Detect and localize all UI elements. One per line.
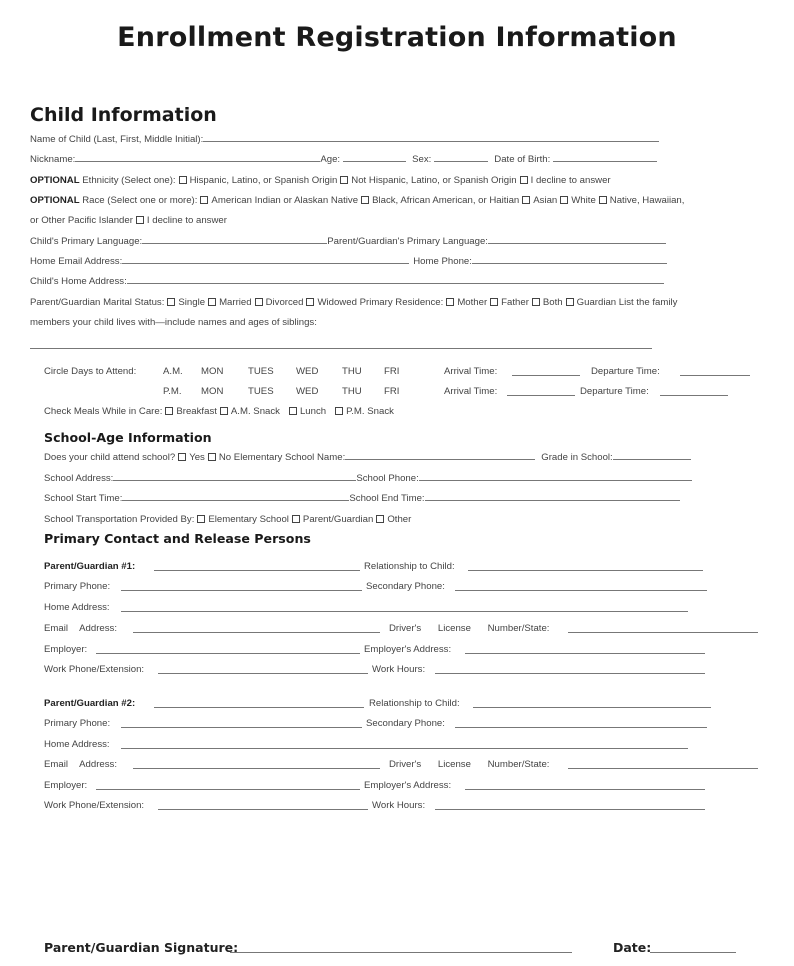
meal-option: P.M. Snack xyxy=(346,406,394,417)
race-option: American Indian or Alaskan Native xyxy=(211,195,359,206)
departure-time-label: Departure Time: xyxy=(580,386,649,397)
employer-address-label: Employer's Address: xyxy=(364,780,452,791)
sex-field[interactable] xyxy=(434,161,488,162)
child-name-label: Name of Child (Last, First, Middle Initial): xyxy=(30,134,204,145)
dob-label: Date of Birth: xyxy=(494,154,551,165)
yes-option: Yes xyxy=(189,452,205,463)
school-age-heading: School-Age Information xyxy=(44,430,212,445)
race-option: I decline to answer xyxy=(146,215,227,226)
arrival-time-am-field[interactable] xyxy=(512,375,580,376)
day-wed-pm[interactable]: WED xyxy=(296,386,319,397)
family-members-text: members your child lives with—include names and ages of siblings: xyxy=(30,317,317,328)
checkbox[interactable] xyxy=(520,176,528,184)
day-thu-pm[interactable]: THU xyxy=(342,386,362,397)
checkbox[interactable] xyxy=(292,515,300,523)
email-address-label: Email Address: xyxy=(44,759,117,770)
school-address-row xyxy=(44,473,692,485)
day-thu-am[interactable]: THU xyxy=(342,366,362,377)
checkbox[interactable] xyxy=(208,453,216,461)
transport-option: Other xyxy=(387,514,412,525)
primary-language-field[interactable] xyxy=(142,243,327,244)
guardian-1-primary-phone-field[interactable] xyxy=(121,590,362,591)
residence-option: Both xyxy=(542,297,563,308)
guardian-language-label: Parent/Guardian's Primary Language: xyxy=(327,236,488,247)
transport-option: Parent/Guardian xyxy=(302,514,374,525)
school-end-field[interactable] xyxy=(425,500,680,501)
guardian-2-label: Parent/Guardian #2: xyxy=(44,698,136,709)
meal-option: A.M. Snack xyxy=(230,406,280,417)
grade-label: Grade in School: xyxy=(541,452,613,463)
checkbox[interactable] xyxy=(167,298,175,306)
arrival-time-pm-field[interactable] xyxy=(507,395,575,396)
checkbox[interactable] xyxy=(335,407,343,415)
day-mon-pm[interactable]: MON xyxy=(201,386,224,397)
race-option: Asian xyxy=(533,195,558,206)
guardian-2-relationship-field[interactable] xyxy=(473,707,711,708)
guardian-2-employer-field[interactable] xyxy=(96,789,360,790)
guardian-1-work-phone-field[interactable] xyxy=(158,673,368,674)
guardian-1-secondary-phone-field[interactable] xyxy=(455,590,707,591)
date-field[interactable] xyxy=(650,952,736,953)
pm-label: P.M. xyxy=(163,386,182,397)
checkbox[interactable] xyxy=(178,453,186,461)
family-members-row xyxy=(30,317,317,329)
meals-row xyxy=(44,406,394,418)
home-address-row xyxy=(30,276,664,288)
guardian-2-home-address-field[interactable] xyxy=(121,748,688,749)
work-phone-label: Work Phone/Extension: xyxy=(44,800,145,811)
guardian-1-employer-address-field[interactable] xyxy=(465,653,705,654)
day-fri-pm[interactable]: FRI xyxy=(384,386,400,397)
age-field[interactable] xyxy=(343,161,406,162)
ethnicity-option: I decline to answer xyxy=(530,175,611,186)
attend-school-question: Does your child attend school? xyxy=(44,452,176,463)
nickname-label: Nickname: xyxy=(30,154,76,165)
guardian-2-email-field[interactable] xyxy=(133,768,380,769)
checkbox[interactable] xyxy=(255,298,263,306)
guardian-1-work-hours-field[interactable] xyxy=(435,673,705,674)
day-tues-pm[interactable]: TUES xyxy=(248,386,274,397)
checkbox[interactable] xyxy=(208,298,216,306)
marital-option: Divorced xyxy=(265,297,304,308)
page-title: Enrollment Registration Information xyxy=(117,22,677,53)
day-mon-am[interactable]: MON xyxy=(201,366,224,377)
home-phone-field[interactable] xyxy=(472,263,667,264)
checkbox[interactable] xyxy=(522,196,530,204)
sex-label: Sex: xyxy=(412,154,432,165)
checkbox[interactable] xyxy=(376,515,384,523)
primary-phone-label: Primary Phone: xyxy=(44,718,111,729)
home-email-field[interactable] xyxy=(122,263,409,264)
secondary-phone-label: Secondary Phone: xyxy=(366,581,445,592)
am-label: A.M. xyxy=(163,366,183,377)
transport-option: Elementary School xyxy=(208,514,289,525)
checkbox[interactable] xyxy=(361,196,369,204)
language-row xyxy=(30,236,666,248)
nickname-field[interactable] xyxy=(75,161,320,162)
guardian-1-email-field[interactable] xyxy=(133,632,380,633)
date-label: Date: xyxy=(613,940,652,955)
home-email-label: Home Email Address: xyxy=(30,256,123,267)
ethnicity-label: Ethnicity (Select one): xyxy=(82,175,176,186)
home-address-label: Home Address: xyxy=(44,739,110,750)
primary-contact-heading: Primary Contact and Release Persons xyxy=(44,531,311,546)
work-hours-label: Work Hours: xyxy=(372,664,426,675)
race-option: Black, African American, or Haitian xyxy=(372,195,520,206)
signature-field[interactable] xyxy=(230,952,572,953)
guardian-1-label: Parent/Guardian #1: xyxy=(44,561,136,572)
child-name-row xyxy=(30,134,659,146)
checkbox[interactable] xyxy=(289,407,297,415)
checkbox[interactable] xyxy=(200,196,208,204)
no-option: No xyxy=(218,452,232,463)
school-start-field[interactable] xyxy=(122,500,349,501)
checkbox[interactable] xyxy=(136,216,144,224)
guardian-1-employer-field[interactable] xyxy=(96,653,360,654)
residence-option: Mother xyxy=(457,297,488,308)
relationship-label: Relationship to Child: xyxy=(364,561,455,572)
marital-option: Married xyxy=(219,297,252,308)
work-hours-label: Work Hours: xyxy=(372,800,426,811)
checkbox[interactable] xyxy=(306,298,314,306)
employer-label: Employer: xyxy=(44,644,88,655)
age-label: Age: xyxy=(320,154,341,165)
race-option: White xyxy=(571,195,596,206)
departure-time-am-field[interactable] xyxy=(680,375,750,376)
marital-label: Parent/Guardian Marital Status: xyxy=(30,297,165,308)
guardian-2-license-field[interactable] xyxy=(568,768,758,769)
drivers-license-label: Driver's License Number/State: xyxy=(389,623,550,634)
guardian-1-home-address-field[interactable] xyxy=(121,611,688,612)
relationship-label: Relationship to Child: xyxy=(369,698,460,709)
checkbox[interactable] xyxy=(446,298,454,306)
guardian-1-name-field[interactable] xyxy=(154,570,360,571)
transportation-label: School Transportation Provided By: xyxy=(44,514,195,525)
guardian-1-relationship-field[interactable] xyxy=(468,570,703,571)
school-attend-row xyxy=(44,452,691,464)
transportation-row xyxy=(44,514,411,526)
home-address-label: Home Address: xyxy=(44,602,110,613)
guardian-2-employer-address-field[interactable] xyxy=(465,789,705,790)
nickname-row xyxy=(30,154,657,166)
checkbox[interactable] xyxy=(220,407,228,415)
departure-time-label: Departure Time: xyxy=(591,366,660,377)
family-members-field[interactable] xyxy=(30,348,652,349)
primary-phone-label: Primary Phone: xyxy=(44,581,111,592)
guardian-2-primary-phone-field[interactable] xyxy=(121,727,362,728)
elementary-school-label: Elementary School Name: xyxy=(233,452,346,463)
race-row xyxy=(30,195,684,207)
meal-option: Breakfast xyxy=(176,406,217,417)
race-option: Native, Hawaiian, xyxy=(609,195,685,206)
departure-time-pm-field[interactable] xyxy=(660,395,728,396)
school-times-row xyxy=(44,493,680,505)
residence-option: Guardian xyxy=(576,297,617,308)
school-address-label: School Address: xyxy=(44,473,114,484)
race-option-text: or Other Pacific Islander xyxy=(30,215,133,226)
child-home-address-field[interactable] xyxy=(127,283,664,284)
guardian-2-work-phone-field[interactable] xyxy=(158,809,368,810)
child-name-field[interactable] xyxy=(203,141,659,142)
employer-address-label: Employer's Address: xyxy=(364,644,452,655)
school-end-label: School End Time: xyxy=(349,493,425,504)
family-members-text: List the family xyxy=(618,297,678,308)
ethnicity-optional-label: OPTIONAL xyxy=(30,175,80,186)
residence-option: Father xyxy=(501,297,529,308)
school-address-field[interactable] xyxy=(113,480,356,481)
primary-language-label: Child's Primary Language: xyxy=(30,236,143,247)
meals-label: Check Meals While in Care: xyxy=(44,406,163,417)
checkbox[interactable] xyxy=(179,176,187,184)
race-optional-label: OPTIONAL xyxy=(30,195,80,206)
residence-label: Primary Residence: xyxy=(359,297,444,308)
ethnicity-option: Not Hispanic, Latino, or Spanish Origin xyxy=(351,175,517,186)
checkbox[interactable] xyxy=(197,515,205,523)
guardian-2-work-hours-field[interactable] xyxy=(435,809,705,810)
checkbox[interactable] xyxy=(599,196,607,204)
day-tues-am[interactable]: TUES xyxy=(248,366,274,377)
day-fri-am[interactable]: FRI xyxy=(384,366,400,377)
drivers-license-label: Driver's License Number/State: xyxy=(389,759,550,770)
circle-days-label: Circle Days to Attend: xyxy=(44,366,137,377)
checkbox[interactable] xyxy=(340,176,348,184)
email-address-label: Email Address: xyxy=(44,623,117,634)
marital-row xyxy=(30,297,677,309)
checkbox[interactable] xyxy=(566,298,574,306)
secondary-phone-label: Secondary Phone: xyxy=(366,718,445,729)
home-phone-label: Home Phone: xyxy=(413,256,472,267)
guardian-2-secondary-phone-field[interactable] xyxy=(455,727,707,728)
race-row-continued xyxy=(30,215,227,227)
race-label: Race (Select one or more): xyxy=(82,195,198,206)
school-phone-label: School Phone: xyxy=(356,473,419,484)
guardian-2-name-field[interactable] xyxy=(154,707,364,708)
grade-field[interactable] xyxy=(613,459,691,460)
ethnicity-row xyxy=(30,175,611,187)
dob-field[interactable] xyxy=(553,161,657,162)
email-row xyxy=(30,256,667,268)
checkbox[interactable] xyxy=(532,298,540,306)
meal-option: Lunch xyxy=(299,406,327,417)
child-home-address-label: Child's Home Address: xyxy=(30,276,127,287)
arrival-time-label: Arrival Time: xyxy=(444,386,498,397)
school-phone-field[interactable] xyxy=(419,480,692,481)
day-wed-am[interactable]: WED xyxy=(296,366,319,377)
elementary-school-field[interactable] xyxy=(345,459,535,460)
guardian-language-field[interactable] xyxy=(488,243,666,244)
checkbox[interactable] xyxy=(490,298,498,306)
child-information-heading: Child Information xyxy=(30,104,217,126)
guardian-1-license-field[interactable] xyxy=(568,632,758,633)
employer-label: Employer: xyxy=(44,780,88,791)
checkbox[interactable] xyxy=(560,196,568,204)
marital-option: Single xyxy=(178,297,206,308)
checkbox[interactable] xyxy=(165,407,173,415)
arrival-time-label: Arrival Time: xyxy=(444,366,498,377)
work-phone-label: Work Phone/Extension: xyxy=(44,664,145,675)
school-start-label: School Start Time: xyxy=(44,493,123,504)
ethnicity-option: Hispanic, Latino, or Spanish Origin xyxy=(189,175,338,186)
marital-option: Widowed xyxy=(317,297,357,308)
signature-label: Parent/Guardian Signature: xyxy=(44,940,239,955)
